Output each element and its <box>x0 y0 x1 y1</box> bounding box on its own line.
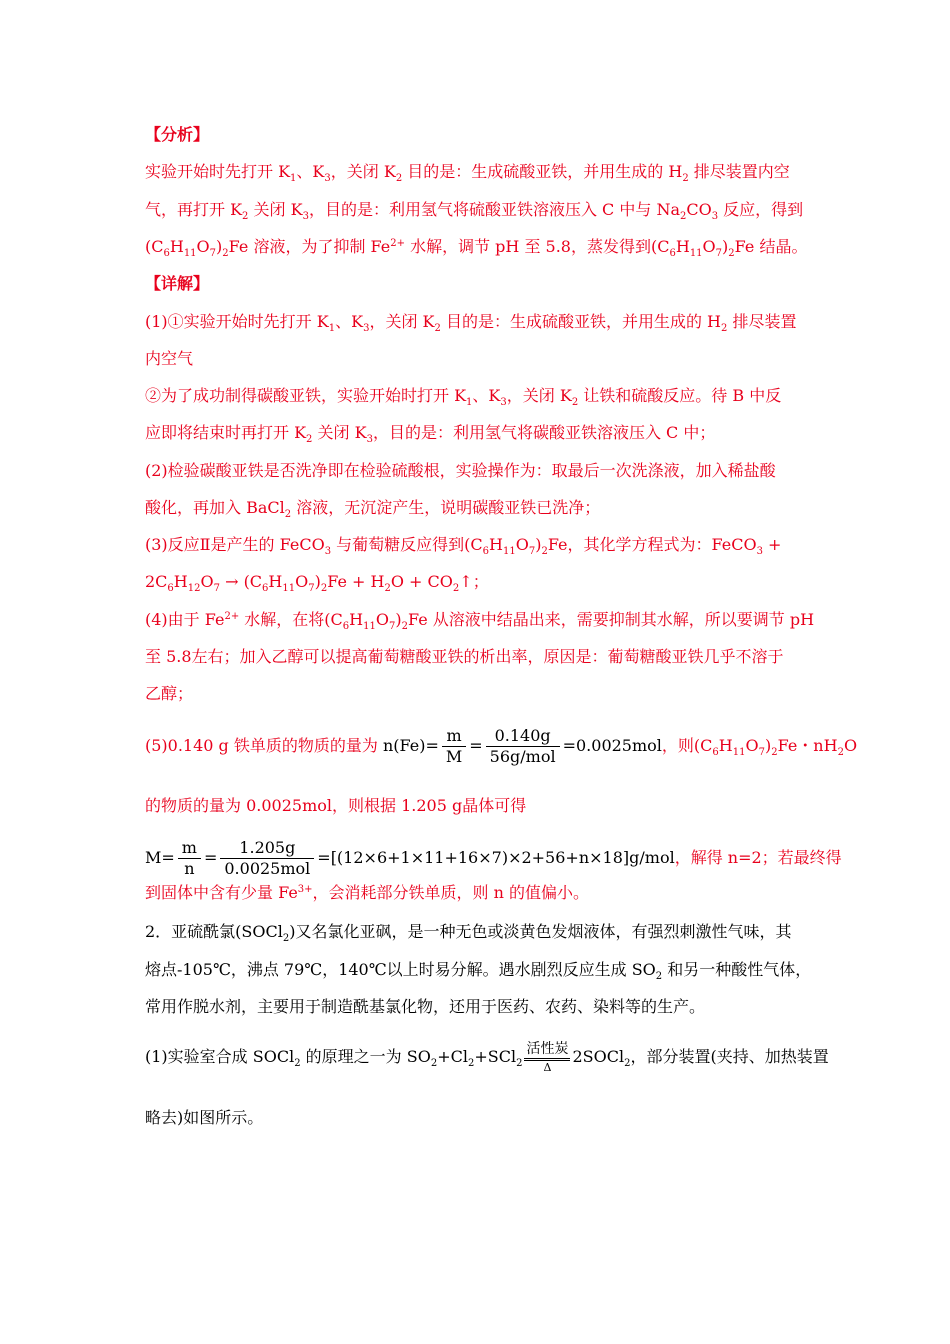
analysis-line-3: $(C_6H_{11}O_7)_2Fe$ 溶液，为了抑制 $Fe^{2+}$ 水解，调节 pH 至 5.8，蒸发得到$(C_6H_{11}O_7)_2Fe$ 结晶。 <box>145 237 808 259</box>
detail-p7-line-2: 到固体中含有少量 $Fe^{3+}$，会消耗部分铁单质，则 n 的值偏小。 <box>145 883 590 902</box>
analysis-heading: 【分析】 <box>145 125 210 144</box>
fraction-crystal-mass: $\frac{1.205g}{\text{0.0025mol}}$ <box>220 838 314 879</box>
detail-p4-line-2: $2C_6H_{12}O_7 \to (C_6H_{11}O_7)_2Fe + H_2O$ + $CO_2↑$； <box>145 572 489 594</box>
detail-p5-line-1: (4)由于 $Fe^{2+}$ 水解，在将$(C_6H_{11}O_7)_2Fe$ 从溶液中结晶出来，需要抑制其水解，所以要调节 pH <box>145 610 815 632</box>
detail-p1-line-2: 内空气 <box>145 349 194 368</box>
detail-p6-line-1: (5)0.140 g 铁单质的物质的量为 n(Fe)= $\frac{m}{M}$ = $\frac{0.140g}{\text{56g/mol}}$ =0.0025mol，则$(C_6H_{11}O_7)_2Fe$・$nH_2O$ <box>145 726 858 766</box>
detail-p3-line-1: (2)检验碳酸亚铁是否洗净即在检验硫酸根，实验操作为：取最后一次洗涤液，加入稀盐酸 <box>145 461 776 480</box>
question2-line-4: (1)实验室合成 SOCl$_2$ 的原理之一为 $SO_2+Cl_2+SCl_2$ 活性炭 Δ 2SOCl$_2$，部分装置(夹持、加热装置 <box>145 1041 829 1074</box>
fraction-mass-over-molar: $\frac{0.140g}{\text{56g/mol}}$ <box>486 726 560 767</box>
detail-p2-line-2: 应即将结束时再打开 $K_2$ 关闭 $K_3$，目的是：利用氢气将碳酸亚铁溶液压入 C 中； <box>145 423 716 445</box>
question2-line-1: 2．亚硫酰氯(SOCl$_2$)又名氯化亚砜，是一种无色或淡黄色发烟液体，有强烈刺激性气味，其 <box>145 922 792 944</box>
detail-p4-line-1: (3)反应Ⅱ是产生的 FeCO$_3$ 与葡萄糖反应得到$(C_6H_{11}O_7)_2Fe$，其化学方程式为：FeCO$_3$ + <box>145 535 782 557</box>
detail-p2-line-1: ②为了成功制得碳酸亚铁，实验开始时打开 $K_1$、$K_3$，关闭 $K_2$ 让铁和硫酸反应。待 B 中反 <box>145 386 782 408</box>
fraction-m-over-M: $\frac{m}{M}$ <box>442 726 466 767</box>
detail-p3-line-2: 酸化，再加入 BaCl$_2$ 溶液，无沉淀产生，说明碳酸亚铁已洗净； <box>145 498 601 520</box>
reaction-condition-arrow: 活性炭 Δ <box>526 1041 569 1074</box>
detail-p5-line-2: 至 5.8左右；加入乙醇可以提高葡萄糖酸亚铁的析出率，原因是：葡萄糖酸亚铁几乎不溶于 <box>145 647 784 666</box>
detail-p7-line-1: M= $\frac{m}{n}$ = $\frac{1.205g}{\text{0.0025mol}}$ =[(12×6+1×11+16×7)×2+56+n×18]g/mol，解得 n=2；若最终得 <box>145 838 842 878</box>
detail-heading: 【详解】 <box>145 274 210 293</box>
analysis-line-1: 实验开始时先打开 $K_1$、$K_3$，关闭 $K_2$ 目的是：生成硫酸亚铁，并用生成的 $H_2$ 排尽装置内空 <box>145 162 790 184</box>
question2-line-3: 常用作脱水剂，主要用于制造酰基氯化物，还用于医药、农药、染料等的生产。 <box>145 997 706 1016</box>
fraction-m-over-n: $\frac{m}{n}$ <box>178 838 201 879</box>
question2-line-2: 熔点-105℃，沸点 79℃，140℃以上时易分解。遇水剧烈反应生成 $SO_2$ 和另一种酸性气体， <box>145 960 812 982</box>
question2-line-5: 略去)如图所示。 <box>145 1108 264 1127</box>
detail-p5-line-3: 乙醇； <box>145 684 194 703</box>
detail-p6-line-2: 的物质的量为 0.0025mol，则根据 1.205 g晶体可得 <box>145 796 527 815</box>
analysis-line-2: 气，再打开 $K_2$ 关闭 $K_3$，目的是：利用氢气将硫酸亚铁溶液压入 C 中与 $Na_2CO_3$ 反应，得到 <box>145 200 804 222</box>
detail-p1-line-1: (1)①实验开始时先打开 $K_1$、$K_3$，关闭 $K_2$ 目的是：生成硫酸亚铁，并用生成的 $H_2$ 排尽装置 <box>145 312 797 334</box>
